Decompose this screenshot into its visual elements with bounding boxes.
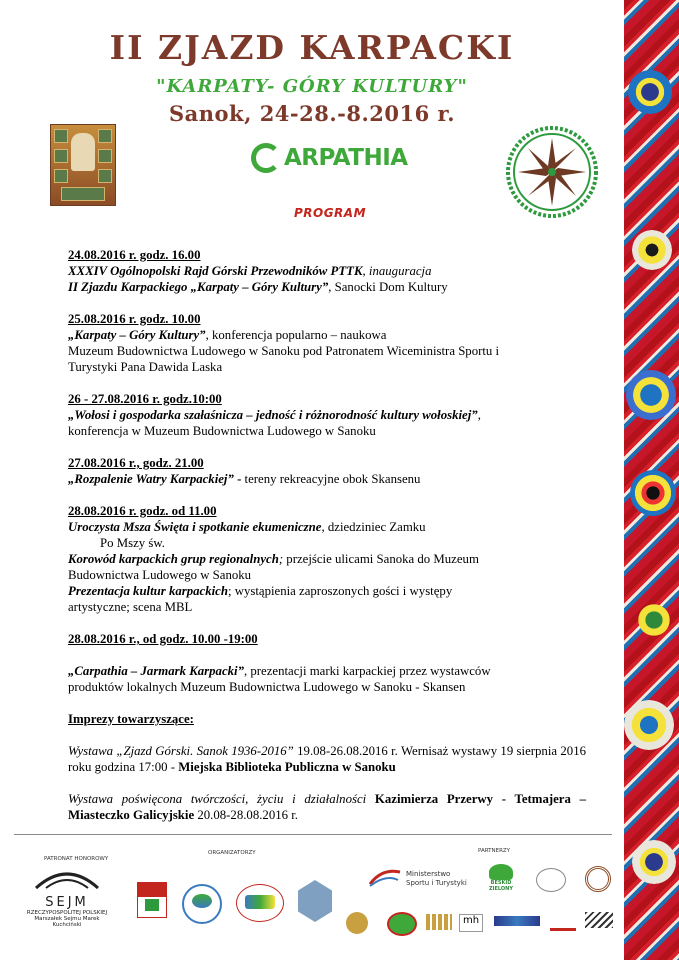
- exhibit-2: Wystawa poświęcona twórczości, życiu i działalności Kazimierza Przerwy - Tetmajera – Miasteczko Galicyjskie 20.08-28.08.2016 r.: [68, 792, 586, 822]
- event-line: Turystyki Pana Dawida Laska: [68, 360, 223, 374]
- partners-label: PARTNERZY: [478, 848, 511, 854]
- beskid-logo: BESKID ZIELONY: [486, 864, 516, 892]
- event-date: 25.08.2016 r. godz. 10.00: [68, 312, 201, 326]
- sejm-marshal: Marszałek Sejmu Marek Kuchciński: [34, 916, 100, 928]
- event-line: Prezentacja kultur karpackich; wystąpienia zaproszonych gości i występy: [68, 584, 453, 598]
- partner-logo-icon: [585, 912, 613, 928]
- beaded-border: [624, 0, 679, 960]
- carpathia-logo-icon: [251, 143, 281, 173]
- event-line: „Wołosi i gospodarka szałaśnicza – jedność i różnorodność kultury wołoskiej”,: [68, 408, 481, 422]
- exhibit-1: Wystawa „Zjazd Górski. Sanok 1936-2016” 19.08-26.08.2016 r. Wernisaż wystawy 19 sierpnia 2016 roku godzina 17:00 - Miejska Biblioteka Publiczna w Sanoku: [68, 744, 586, 774]
- accompanying-heading: Imprezy towarzyszące:: [68, 712, 194, 726]
- mh-logo: mh: [459, 914, 483, 932]
- footer-divider: [14, 834, 612, 835]
- event-date: 27.08.2016 r., godz. 21.00: [68, 456, 204, 470]
- event-date: 28.08.2016 r., od godz. 10.00 -19:00: [68, 632, 258, 646]
- event-line: „Carpathia – Jarmark Karpacki”, prezentacji marki karpackiej przez wystawców: [68, 664, 491, 678]
- partner-logo-icon: [550, 914, 576, 931]
- organizers-label: ORGANIZATORZY: [208, 850, 256, 856]
- event-line: konferencja w Muzeum Budownictwa Ludowego w Sanoku: [68, 424, 376, 438]
- event-line: Po Mszy św.: [100, 536, 165, 550]
- event-line: Uroczysta Msza Święta i spotkanie ekumeniczne, dziedziniec Zamku: [68, 520, 426, 534]
- partner-logo-icon: [494, 916, 540, 926]
- event-date: 26 - 27.08.2016 r. godz.10:00: [68, 392, 222, 406]
- pttk-logo-icon: [298, 880, 332, 922]
- partner-logo-icon: [387, 912, 417, 936]
- partner-logo-icon: [536, 868, 566, 892]
- event-date: 24.08.2016 r. godz. 16.00: [68, 248, 201, 262]
- main-title: II ZJAZD KARPACKI: [109, 28, 515, 67]
- rosette-icon: [506, 126, 598, 218]
- event-line: Budownictwa Ludowego w Sanoku: [68, 568, 252, 582]
- event-line: Muzeum Budownictwa Ludowego w Sanoku pod Patronatem Wiceministra Sportu i: [68, 344, 500, 358]
- ministry-logo-icon: [368, 866, 402, 888]
- sejm-logo: [22, 866, 112, 928]
- sejm-sub: RZECZYPOSPOLITEJ POLSKIEJ: [26, 910, 108, 916]
- icon-painting: [50, 124, 116, 206]
- event-line: Korowód karpackich grup regionalnych; przejście ulicami Sanoka do Muzeum: [68, 552, 479, 566]
- ministry-name: Ministerstwo Sportu i Turystyki: [406, 870, 467, 887]
- partner-logo-icon: [585, 866, 611, 892]
- event-date: 28.08.2016 r. godz. od 11.00: [68, 504, 217, 518]
- sejm-building-icon: [32, 866, 102, 890]
- euroregion-logo-icon: [236, 884, 284, 922]
- partner-logo-icon: [346, 912, 368, 934]
- event-line: XXXIV Ogólnopolski Rajd Górski Przewodników PTTK, inauguracja: [68, 264, 432, 278]
- subtitle: "KARPATY- GÓRY KULTURY": [156, 76, 468, 97]
- sejm-name: SEJM: [45, 895, 89, 910]
- place-dates: Sanok, 24-28.-8.2016 r.: [168, 101, 456, 126]
- program-list: [68, 247, 586, 823]
- event-line: artystyczne; scena MBL: [68, 600, 193, 614]
- patronat-label: PATRONAT HONOROWY: [44, 856, 109, 862]
- coat-of-arms-icon: [137, 882, 167, 918]
- partner-logo-icon: [426, 914, 452, 930]
- event-line: „Rozpalenie Watry Karpackiej” - tereny rekreacyjne obok Skansenu: [68, 472, 421, 486]
- event-line: produktów lokalnych Muzeum Budownictwa Ludowego w Sanoku - Skansen: [68, 680, 466, 694]
- program-heading: PROGRAM: [293, 206, 367, 220]
- organizer-logo-icon: [182, 884, 222, 924]
- event-line: II Zjazdu Karpackiego „Karpaty – Góry Kultury”, Sanocki Dom Kultury: [68, 280, 448, 294]
- event-line: „Karpaty – Góry Kultury”, konferencja popularno – naukowa: [68, 328, 387, 342]
- carpathia-logo-text: ARPATHIA: [284, 145, 408, 171]
